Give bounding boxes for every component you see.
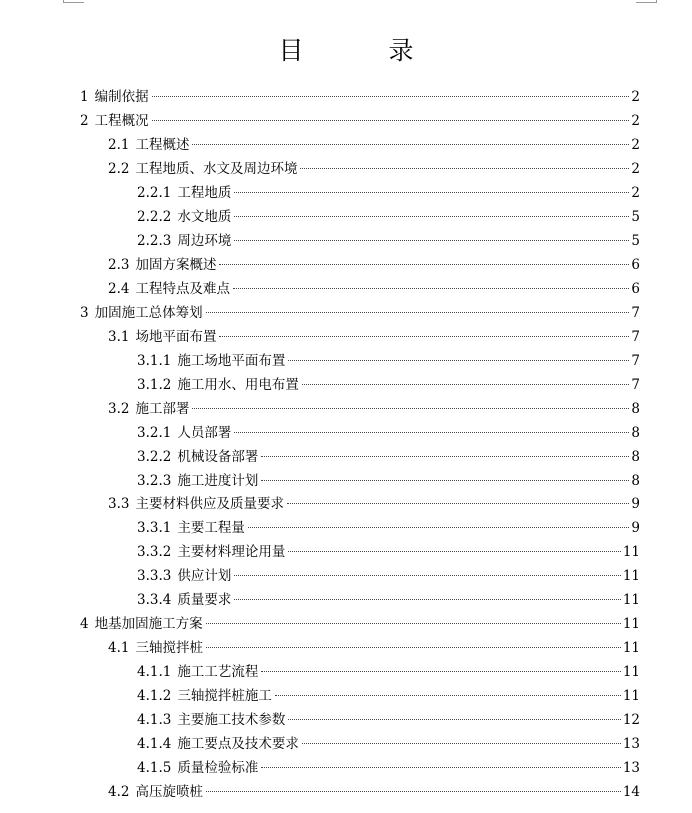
- toc-entry-text: 主要材料理论用量: [177, 544, 286, 561]
- toc-dot-leader: [219, 336, 629, 337]
- toc-entry-number: 3.2.2: [137, 448, 172, 465]
- toc-entry-text: 质量检验标准: [177, 760, 259, 777]
- toc-entry-page: 2: [631, 136, 640, 153]
- toc-dot-leader: [234, 575, 620, 576]
- toc-dot-leader: [233, 288, 629, 289]
- toc-entry[interactable]: [137, 374, 640, 396]
- toc-entry[interactable]: [108, 398, 640, 420]
- toc-dot-leader: [302, 384, 630, 385]
- toc-dot-leader: [192, 144, 629, 145]
- toc-entry-number: 1: [80, 89, 89, 105]
- toc-entry-page: 13: [622, 736, 640, 753]
- toc-entry-number: 3.1.1: [137, 352, 172, 369]
- toc-dot-leader: [234, 432, 629, 433]
- toc-entry[interactable]: [80, 613, 640, 635]
- toc-entry-text: 高压旋喷桩: [135, 784, 203, 801]
- toc-entry-text: 施工场地平面布置: [177, 352, 286, 369]
- toc-entry-number: 4.1.4: [137, 736, 172, 753]
- toc-entry-number: 4: [80, 616, 89, 633]
- toc-entry-text: 工程特点及难点: [135, 280, 230, 297]
- toc-entry-number: 4.1.3: [137, 712, 172, 729]
- toc-dot-leader: [206, 791, 621, 792]
- page-corner-mark-right: [636, 0, 657, 3]
- toc-entry-page: 11: [622, 664, 640, 681]
- toc-entry-page: 7: [631, 352, 640, 369]
- toc-entry-text: 工程概况: [94, 112, 149, 129]
- toc-entry[interactable]: [137, 589, 640, 611]
- toc-entry-number: 3.3.4: [137, 592, 172, 609]
- toc-entry-text: 施工要点及技术要求: [177, 736, 299, 753]
- toc-entry-number: 3.2: [108, 400, 130, 417]
- toc-entry-page: 2: [631, 89, 640, 105]
- page-corner-mark-left: [63, 0, 84, 3]
- toc-dot-leader: [288, 551, 620, 552]
- toc-dot-leader: [287, 503, 629, 504]
- toc-entry-text: 施工进度计划: [177, 472, 259, 489]
- toc-entry-text: 施工用水、用电布置: [177, 376, 299, 393]
- toc-dot-leader: [288, 360, 629, 361]
- toc-entry-number: 3.1: [108, 328, 130, 345]
- toc-dot-leader: [261, 480, 629, 481]
- toc-entry-page: 8: [631, 400, 640, 417]
- toc-entry-page: 6: [631, 256, 640, 273]
- toc-entry-number: 3.1.2: [137, 376, 172, 393]
- toc-entry-page: 9: [631, 520, 640, 537]
- toc-entry-text: 施工部署: [135, 400, 190, 417]
- toc-entry-text: 加固方案概述: [135, 256, 217, 273]
- toc-entry[interactable]: [137, 350, 640, 372]
- toc-entry-page: 6: [631, 280, 640, 297]
- toc-entry-text: 地基加固施工方案: [94, 616, 203, 633]
- toc-entry[interactable]: [137, 685, 640, 707]
- toc-entry[interactable]: [108, 278, 640, 300]
- toc-entry-text: 主要施工技术参数: [177, 712, 286, 729]
- toc-entry-text: 施工工艺流程: [177, 664, 259, 681]
- toc-entry-page: 11: [622, 688, 640, 705]
- toc-dot-leader: [288, 719, 620, 720]
- toc-entry-page: 11: [622, 592, 640, 609]
- toc-entry-number: 2.2: [108, 160, 130, 177]
- toc-entry-text: 加固施工总体筹划: [94, 304, 203, 321]
- toc-entry-text: 周边环境: [177, 232, 232, 249]
- toc-entry-page: 5: [631, 232, 640, 249]
- toc-dot-leader: [234, 599, 620, 600]
- toc-entry-page: 8: [631, 424, 640, 441]
- toc-entry[interactable]: [108, 134, 640, 156]
- toc-dot-leader: [219, 264, 629, 265]
- toc-entry[interactable]: [137, 733, 640, 755]
- toc-entry-text: 人员部署: [177, 424, 232, 441]
- toc-entry-number: 2.2.3: [137, 232, 172, 249]
- toc-dot-leader: [234, 192, 629, 193]
- toc-entry-number: 3.2.1: [137, 424, 172, 441]
- toc-dot-leader: [206, 623, 621, 624]
- toc-dot-leader: [152, 96, 630, 97]
- toc-dot-leader: [192, 408, 629, 409]
- toc-entry-text: 供应计划: [177, 568, 232, 585]
- toc-entry-text: 三轴搅拌桩: [135, 640, 203, 657]
- toc-entry[interactable]: [137, 757, 640, 779]
- toc-entry-text: 三轴搅拌桩施工: [177, 688, 272, 705]
- toc-entry-number: 4.1.5: [137, 760, 172, 777]
- toc-entry-number: 4.2: [108, 784, 130, 801]
- toc-entry[interactable]: [137, 517, 640, 539]
- toc-entry-number: 3.2.3: [137, 472, 172, 489]
- toc-entry-page: 8: [631, 472, 640, 489]
- toc-entry-page: 5: [631, 208, 640, 225]
- toc-entry-number: 3.3.1: [137, 520, 172, 537]
- toc-entry-page: 7: [631, 376, 640, 393]
- toc-entry-page: 11: [622, 616, 640, 633]
- toc-entry-number: 2.2.1: [137, 184, 172, 201]
- toc-dot-leader: [206, 312, 630, 313]
- toc-entry-text: 工程地质: [177, 184, 232, 201]
- toc-entry[interactable]: [108, 781, 640, 803]
- toc-entry-text: 主要工程量: [177, 520, 245, 537]
- toc-entry-page: 7: [631, 304, 640, 321]
- toc-entry[interactable]: [108, 637, 640, 659]
- toc-entry-number: 4.1.1: [137, 664, 172, 681]
- toc-entry-number: 4.1.2: [137, 688, 172, 705]
- toc-entry-number: 2.1: [108, 136, 130, 153]
- toc-entry[interactable]: [137, 422, 640, 444]
- toc-entry-text: 主要材料供应及质量要求: [135, 496, 284, 513]
- toc-entry[interactable]: [137, 565, 640, 587]
- toc-entry[interactable]: [137, 661, 640, 683]
- toc-entry-text: 工程概述: [135, 136, 190, 153]
- toc-dot-leader: [261, 767, 620, 768]
- toc-entry-number: 3: [80, 304, 89, 321]
- toc-entry-text: 编制依据: [94, 89, 149, 105]
- toc-entry-page: 2: [631, 160, 640, 177]
- toc-entry[interactable]: [108, 493, 640, 515]
- toc-entry-number: 3.3.3: [137, 568, 172, 585]
- toc-entry-page: 13: [622, 760, 640, 777]
- toc-entry[interactable]: [137, 182, 640, 204]
- toc-entry[interactable]: [108, 254, 640, 276]
- toc-dot-leader: [302, 743, 621, 744]
- toc-entry-page: 8: [631, 448, 640, 465]
- toc-title: 目 录: [278, 35, 444, 65]
- toc-entry-page: 2: [631, 184, 640, 201]
- toc-entry[interactable]: [80, 86, 640, 108]
- toc-entry[interactable]: [137, 709, 640, 731]
- toc-entry-page: 7: [631, 328, 640, 345]
- toc-dot-leader: [300, 168, 629, 169]
- toc-entry-number: 4.1: [108, 640, 130, 657]
- toc-entry-text: 场地平面布置: [135, 328, 217, 345]
- toc-entry[interactable]: [108, 158, 640, 180]
- toc-entry-number: 2: [80, 112, 89, 129]
- toc-entry-text: 水文地质: [177, 208, 232, 225]
- toc-dot-leader: [206, 647, 621, 648]
- toc-entry-page: 12: [622, 712, 640, 729]
- toc-entry[interactable]: [80, 302, 640, 324]
- toc-entry-text: 质量要求: [177, 592, 232, 609]
- toc-entry-number: 2.2.2: [137, 208, 172, 225]
- toc-entry-page: 11: [622, 544, 640, 561]
- toc-entry-page: 9: [631, 496, 640, 513]
- toc-dot-leader: [152, 120, 630, 121]
- toc-dot-leader: [261, 456, 629, 457]
- toc-entry-page: 14: [622, 784, 640, 801]
- toc-dot-leader: [248, 527, 630, 528]
- toc-entry-number: 2.3: [108, 256, 130, 273]
- toc-entry-number: 2.4: [108, 280, 130, 297]
- toc-entry[interactable]: [137, 470, 640, 492]
- toc-dot-leader: [234, 216, 629, 217]
- toc-entry-page: 11: [622, 568, 640, 585]
- toc-entry-number: 3.3.2: [137, 544, 172, 561]
- toc-entry-text: 工程地质、水文及周边环境: [135, 160, 298, 177]
- toc-dot-leader: [275, 695, 621, 696]
- toc-dot-leader: [261, 671, 620, 672]
- toc-entry[interactable]: [137, 230, 640, 252]
- toc-entry-number: 3.3: [108, 496, 130, 513]
- toc-entry-page: 2: [631, 112, 640, 129]
- toc-entry[interactable]: [137, 206, 640, 228]
- toc-entry[interactable]: [80, 110, 640, 132]
- toc-entry[interactable]: [108, 326, 640, 348]
- toc-entry-page: 11: [622, 640, 640, 657]
- toc-entry[interactable]: [137, 446, 640, 468]
- toc-entry[interactable]: [137, 541, 640, 563]
- toc-entry-text: 机械设备部署: [177, 448, 259, 465]
- toc-dot-leader: [234, 240, 629, 241]
